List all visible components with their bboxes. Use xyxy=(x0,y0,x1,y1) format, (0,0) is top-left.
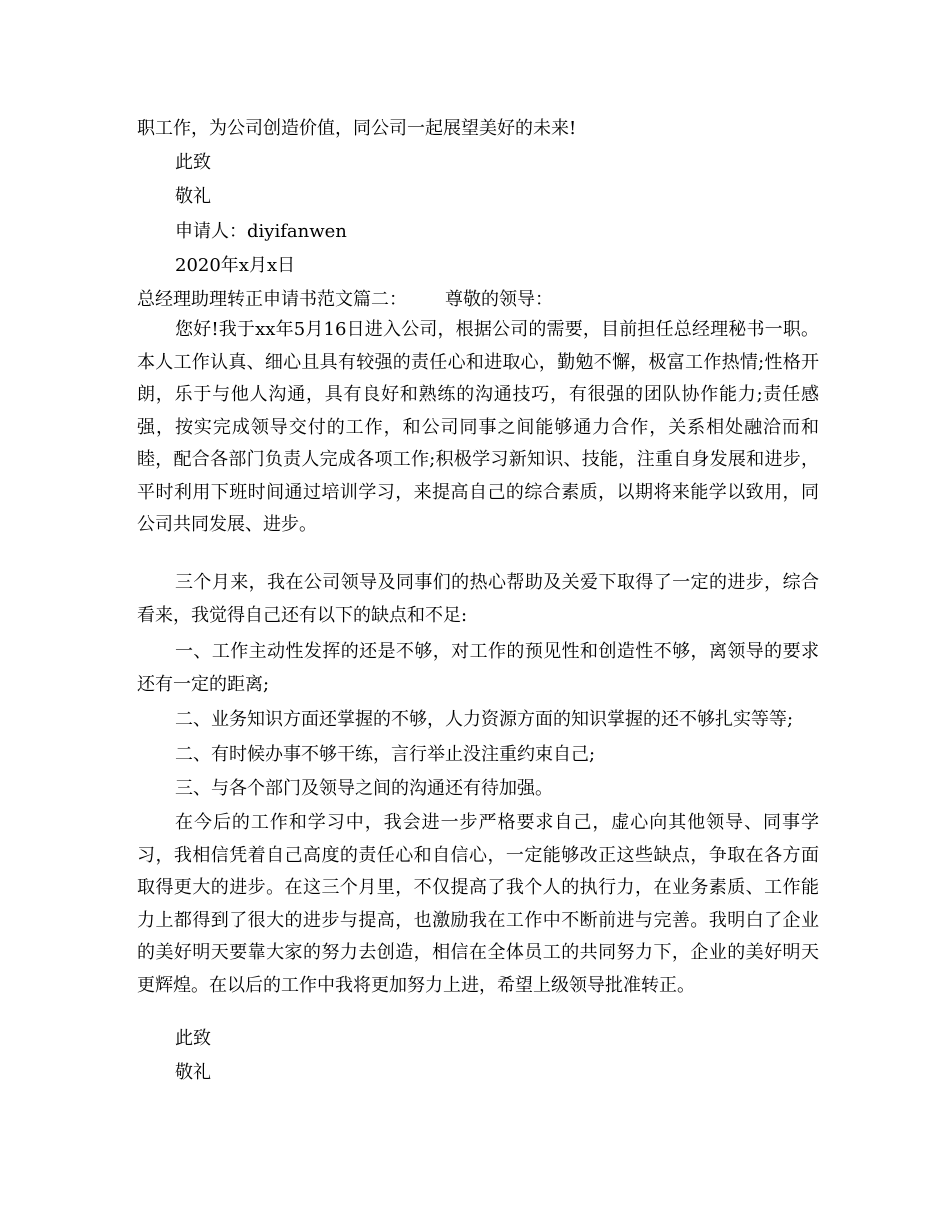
section-heading: 总经理助理转正申请书范文篇二： xyxy=(137,289,407,310)
closing-salute-2: 此致 xyxy=(175,1028,211,1049)
greeting: 尊敬的领导： xyxy=(445,289,553,310)
shortcoming-item-2: 二、业务知识方面还掌握的不够，人力资源方面的知识掌握的还不够扎实等等; xyxy=(175,709,794,730)
closing-regards: 敬礼 xyxy=(175,186,211,207)
closing-regards-2: 敬礼 xyxy=(175,1062,211,1083)
body-paragraph-2: 三个月来，我在公司领导及同事们的热心帮助及关爱下取得了一定的进步，综合看来，我觉得自己还有以下的缺点和不足: xyxy=(137,572,819,626)
shortcoming-item-3: 二、有时候办事不够干练，言行举止没注重约束自己; xyxy=(175,744,596,765)
body-paragraph-1: 您好!我于xx年5月16日进入公司，根据公司的需要，目前担任总经理秘书一职。本人工作认真、细心且具有较强的责任心和进取心，勤勉不懈，极富工作热情;性格开朗，乐于与他人沟通，具有良好和熟练的沟通技巧，有很强的团队协作能力;责任感强，按实完成领导交付的工作，和公司同事之间能够通力合作，关系相处融洽而和睦，配合各部门负责人完成各项工作;积极学习新知识、技能，注重自身发展和进步，平时利用下班时间通过培训学习，来提高自己的综合素质，以期将来能学以致用，同公司共同发展、进步。 xyxy=(137,319,819,535)
body-paragraph-closing: 在今后的工作和学习中，我会进一步严格要求自己，虚心向其他领导、同事学习，我相信凭着自己高度的责任心和自信心，一定能够改正这些缺点，争取在各方面取得更大的进步。在这三个月里，不仅提高了我个人的执行力，在业务素质、工作能力上都得到了很大的进步与提高，也激励我在工作中不断前进与完善。我明白了企业的美好明天要靠大家的努力去创造，相信在全体员工的共同努力下，企业的美好明天更辉煌。在以后的工作中我将更加努力上进，希望上级领导批准转正。 xyxy=(137,812,819,996)
applicant-signature: 申请人：diyifanwen xyxy=(175,221,347,242)
shortcoming-item-4: 三、与各个部门及领导之间的沟通还有待加强。 xyxy=(175,778,553,799)
shortcoming-item-1: 一、工作主动性发挥的还是不够，对工作的预见性和创造性不够，离领导的要求还有一定的距离; xyxy=(137,641,819,695)
closing-salute: 此致 xyxy=(175,152,211,173)
section-heading-row xyxy=(137,290,553,310)
previous-letter-tail: 职工作，为公司创造价值，同公司一起展望美好的未来! xyxy=(137,118,577,139)
letter-date: 2020年x月x日 xyxy=(175,255,296,276)
